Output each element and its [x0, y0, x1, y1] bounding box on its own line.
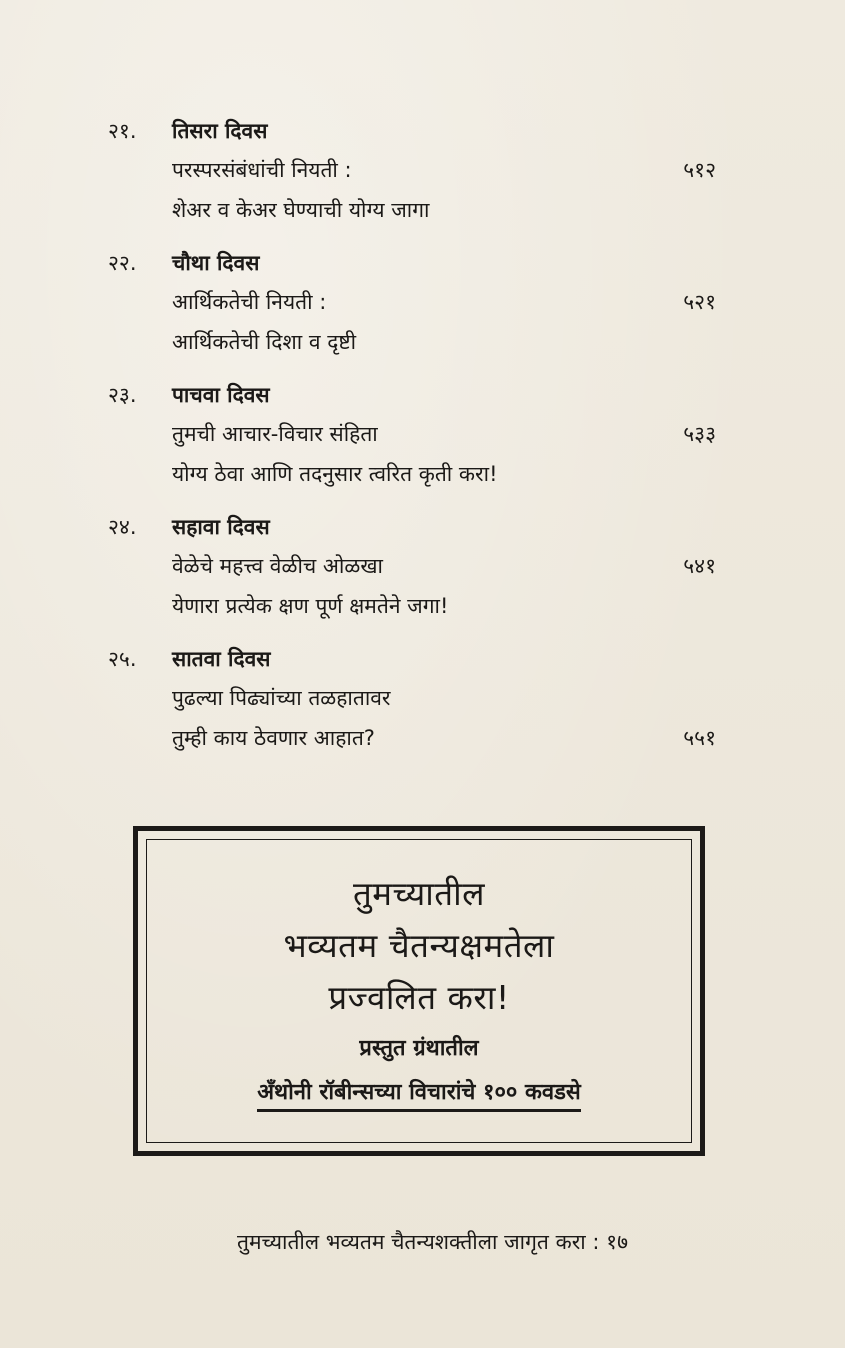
- chapter-subtitle-text: तुमची आचार-विचार संहिता: [172, 422, 378, 446]
- promo-line-2: भव्यतम चैतन्यक्षमतेला: [283, 926, 555, 965]
- table-of-contents: [108, 112, 728, 772]
- toc-entry: [108, 112, 728, 230]
- toc-entry-header: [108, 112, 728, 150]
- chapter-subtitle-text: परस्परसंबंधांची नियती :: [172, 158, 352, 182]
- chapter-subtitle: [108, 546, 728, 586]
- chapter-subtitle: [108, 414, 728, 454]
- chapter-subtitle-text: तुम्ही काय ठेवणार आहात?: [172, 726, 375, 750]
- chapter-subtitle-text: वेळेचे महत्त्व वेळीच ओळखा: [172, 554, 383, 578]
- page-number: ५३३: [683, 422, 716, 446]
- chapter-day-title: पाचवा दिवस: [172, 383, 270, 407]
- chapter-number: २५.: [108, 647, 137, 671]
- chapter-subtitle-text: आर्थिकतेची नियती :: [172, 290, 327, 314]
- toc-entry: [108, 376, 728, 494]
- chapter-day-title: तिसरा दिवस: [172, 119, 268, 143]
- chapter-subtitle: [108, 322, 728, 362]
- chapter-subtitle: [108, 150, 728, 190]
- toc-entry: [108, 244, 728, 362]
- chapter-subtitle-text: आर्थिकतेची दिशा व दृष्टी: [172, 330, 357, 354]
- chapter-number: २३.: [108, 383, 137, 407]
- chapter-subtitle: [108, 282, 728, 322]
- chapter-subtitle-text: योग्य ठेवा आणि तदनुसार त्वरित कृती करा!: [172, 462, 498, 486]
- promo-line-5-wrap: [147, 1076, 691, 1112]
- page-number: ५५१: [683, 726, 716, 750]
- promo-line-5: अँथोनी रॉबीन्सच्या विचारांचे १०० कवडसे: [257, 1076, 581, 1112]
- toc-entry: [108, 508, 728, 626]
- chapter-subtitle: [108, 586, 728, 626]
- promo-line-4: प्रस्तुत ग्रंथातील: [359, 1036, 479, 1061]
- chapter-subtitle: [108, 454, 728, 494]
- chapter-day-title: चौथा दिवस: [172, 251, 260, 275]
- promo-frame: [133, 826, 705, 1156]
- chapter-number: २२.: [108, 251, 137, 275]
- chapter-day-title: सहावा दिवस: [172, 515, 270, 539]
- toc-entry-header: [108, 244, 728, 282]
- chapter-number: २१.: [108, 119, 137, 143]
- chapter-subtitle-text: येणारा प्रत्येक क्षण पूर्ण क्षमतेने जगा!: [172, 594, 449, 618]
- toc-entry-header: [108, 508, 728, 546]
- promo-frame-inner: [146, 839, 692, 1143]
- chapter-subtitle: [108, 718, 728, 758]
- toc-entry-header: [108, 640, 728, 678]
- toc-entry-header: [108, 376, 728, 414]
- chapter-subtitle: [108, 678, 728, 718]
- page-number: ५२१: [683, 290, 716, 314]
- toc-entry: [108, 640, 728, 758]
- chapter-subtitle-text: पुढल्या पिढ्यांच्या तळहातावर: [172, 686, 391, 710]
- page-footer: तुमच्यातील भव्यतम चैतन्यशक्तीला जागृत करा : १७: [236, 1230, 628, 1254]
- page-number: ५४१: [683, 554, 716, 578]
- chapter-day-title: सातवा दिवस: [172, 647, 271, 671]
- chapter-number: २४.: [108, 515, 137, 539]
- promo-line-1: तुमच्यातील: [352, 874, 486, 913]
- page-number: ५१२: [683, 158, 716, 182]
- chapter-subtitle-text: शेअर व केअर घेण्याची योग्य जागा: [172, 198, 430, 222]
- chapter-subtitle: [108, 190, 728, 230]
- promo-line-3: प्रज्वलित करा!: [328, 978, 510, 1017]
